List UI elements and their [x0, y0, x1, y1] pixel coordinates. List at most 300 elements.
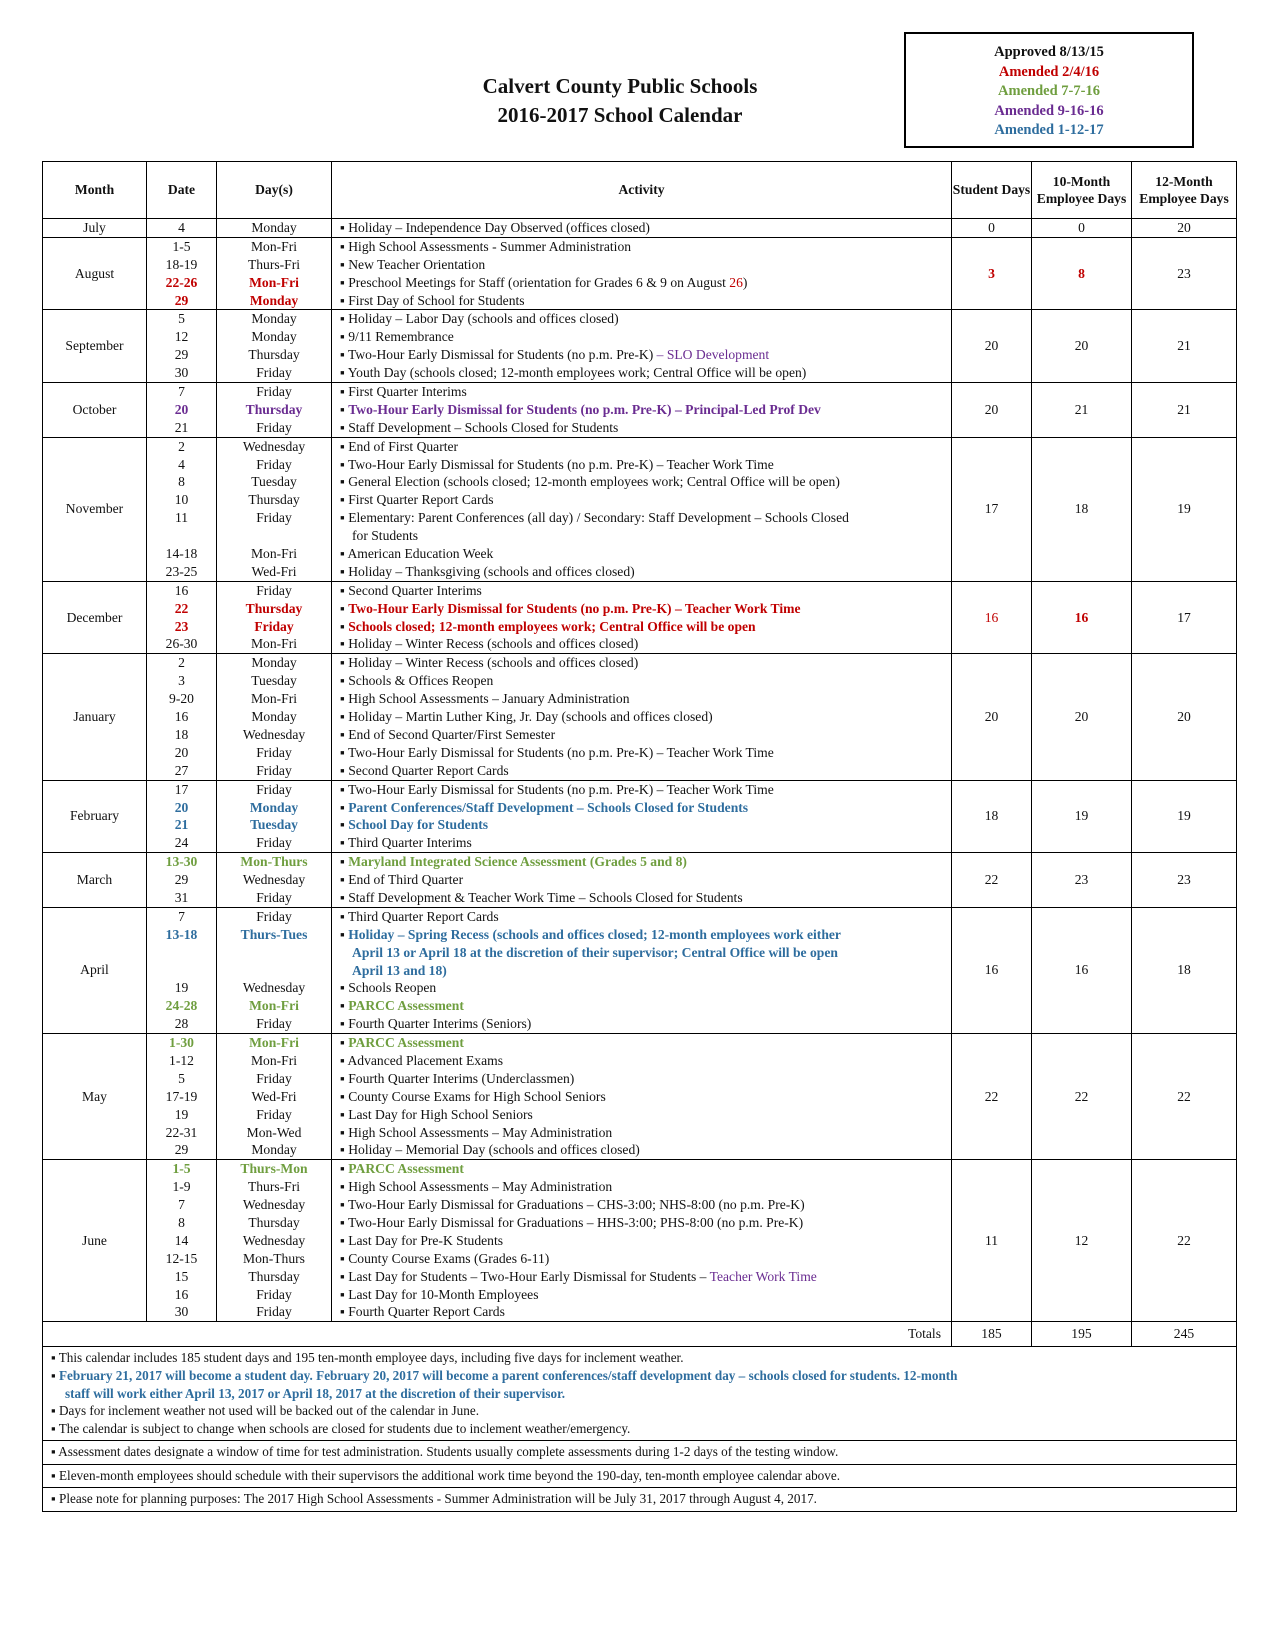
bullet-icon: ▪ — [340, 510, 349, 526]
date-line: 17 — [174, 781, 189, 797]
activity-line — [332, 600, 951, 618]
ten-month-days-cell: 0 — [1032, 219, 1132, 238]
day-line: Friday — [256, 835, 292, 851]
bullet-icon: ▪ — [340, 1304, 349, 1320]
date-line: 27 — [174, 762, 189, 778]
activity-line — [332, 473, 951, 491]
activity-text: Two-Hour Early Dismissal for Graduations – HHS-3:00; PHS-8:00 (no p.m. Pre-K) — [347, 1214, 804, 1230]
bullet-icon: ▪ — [340, 311, 349, 327]
bullet-icon: ▪ — [340, 926, 349, 942]
day-line: Monday — [249, 799, 299, 815]
day-line: Mon-Fri — [249, 274, 299, 290]
month-cell: May — [43, 1034, 147, 1160]
bullet-icon: ▪ — [340, 781, 348, 797]
month-cell: December — [43, 581, 147, 654]
date-line: 1-30 — [169, 1035, 194, 1051]
date-line: 14-18 — [165, 546, 198, 562]
month-row — [43, 383, 1237, 438]
activity-text: Holiday – Winter Recess (schools and offices closed) — [348, 655, 639, 671]
activity-text: Elementary: Parent Conferences (all day) / Secondary: Staff Development – Schools Closed — [348, 510, 849, 526]
activity-text: 9/11 Remembrance — [348, 329, 454, 345]
activity-text: Fourth Quarter Interims (Underclassmen) — [348, 1070, 575, 1086]
twelve-month-days-cell: 22 — [1132, 1034, 1237, 1160]
day-cell — [217, 383, 332, 438]
activity-text: April 13 and 18) — [352, 962, 447, 978]
activity-line — [332, 1141, 951, 1159]
date-line: 4 — [178, 456, 185, 472]
month-cell: March — [43, 853, 147, 908]
date-line: 29 — [174, 292, 189, 308]
bullet-icon: ▪ — [340, 474, 349, 490]
ten-month-days-cell: 18 — [1032, 437, 1132, 581]
activity-line — [332, 962, 951, 980]
ten-month-days-cell: 20 — [1032, 654, 1132, 780]
day-line: Friday — [256, 762, 292, 778]
totals-row — [43, 1322, 1237, 1347]
date-line: 22 — [174, 600, 189, 616]
twelve-month-days-cell: 23 — [1132, 853, 1237, 908]
activity-line — [332, 726, 951, 744]
activity-text: End of First Quarter — [348, 438, 459, 454]
date-line: 7 — [178, 908, 185, 924]
activity-line — [332, 944, 951, 962]
date-line: 1-12 — [169, 1052, 194, 1068]
date-cell — [147, 219, 217, 238]
bullet-icon: ▪ — [340, 1161, 349, 1177]
day-line: Wednesday — [242, 1197, 306, 1213]
month-row — [43, 1034, 1237, 1160]
note-line — [51, 1385, 1230, 1403]
activity-line — [332, 383, 951, 401]
activity-text: Two-Hour Early Dismissal for Students (no p.m. Pre-K) – Teacher Work Time — [347, 456, 774, 472]
activity-text: Teacher Work Time — [709, 1268, 817, 1284]
activity-text: Youth Day (schools closed; 12-month employees work; Central Office will be open) — [347, 365, 807, 381]
date-line: 14 — [174, 1232, 189, 1248]
twelve-month-days-cell: 22 — [1132, 1160, 1237, 1322]
day-line: Monday — [251, 709, 297, 725]
totals-label: Totals — [43, 1322, 952, 1347]
activity-line — [332, 563, 951, 581]
date-line — [147, 944, 216, 962]
date-cell — [147, 780, 217, 853]
bullet-icon: ▪ — [340, 835, 348, 851]
activity-text: American Education Week — [347, 546, 494, 562]
day-line: Thurs-Fri — [247, 1179, 301, 1195]
total-12-month-days: 245 — [1132, 1322, 1237, 1347]
day-line: Wed-Fri — [251, 563, 297, 579]
month-row — [43, 437, 1237, 581]
activity-text: Holiday – Memorial Day (schools and offices closed) — [348, 1142, 640, 1158]
bullet-icon: ▪ — [340, 365, 348, 381]
activity-text: First Day of School for Students — [348, 292, 525, 308]
student-days-cell: 3 — [952, 237, 1032, 310]
activity-text: School Day for Students — [348, 817, 489, 833]
date-cell — [147, 1160, 217, 1322]
activity-text: Holiday – Labor Day (schools and offices closed) — [348, 311, 619, 327]
activity-line — [332, 1052, 951, 1070]
activity-line — [332, 1303, 951, 1321]
activity-cell — [332, 437, 952, 581]
day-line: Wednesday — [242, 726, 306, 742]
day-line: Monday — [251, 655, 297, 671]
activity-text: High School Assessments – January Administration — [348, 691, 630, 707]
student-days-cell: 20 — [952, 383, 1032, 438]
date-cell — [147, 907, 217, 1033]
note-cell — [43, 1347, 1237, 1441]
date-line: 22-26 — [165, 274, 198, 290]
bullet-icon: ▪ — [340, 1179, 349, 1195]
bullet-icon: ▪ — [340, 1250, 349, 1266]
bullet-icon: ▪ — [340, 384, 349, 400]
day-line: Friday — [256, 1286, 292, 1302]
date-line: 5 — [178, 311, 185, 327]
day-line: Friday — [256, 419, 292, 435]
student-days-cell: 18 — [952, 780, 1032, 853]
day-line: Friday — [256, 1304, 292, 1320]
date-line: 1-5 — [172, 1161, 191, 1177]
note-row — [43, 1441, 1237, 1465]
bullet-icon: ▪ — [51, 1467, 59, 1483]
activity-line — [332, 1015, 951, 1033]
note-text: Please note for planning purposes: The 2017 High School Assessments - Summer Administration will be July 31, 2017 through August 4, 2017. — [58, 1491, 817, 1507]
bullet-icon: ▪ — [340, 563, 349, 579]
activity-text: County Course Exams for High School Seniors — [348, 1088, 606, 1104]
bullet-icon: ▪ — [51, 1444, 59, 1460]
activity-text: PARCC Assessment — [348, 998, 464, 1014]
day-cell — [217, 1034, 332, 1160]
bullet-icon: ▪ — [340, 817, 349, 833]
bullet-icon: ▪ — [340, 908, 348, 924]
activity-text: Staff Development & Teacher Work Time – Schools Closed for Students — [348, 889, 743, 905]
activity-line — [332, 908, 951, 926]
activity-text: High School Assessments – May Administration — [348, 1124, 613, 1140]
activity-cell — [332, 237, 952, 310]
activity-text: First Quarter Interims — [348, 384, 467, 400]
ten-month-days-cell: 23 — [1032, 853, 1132, 908]
day-line: Thursday — [248, 492, 300, 508]
activity-line — [332, 816, 951, 834]
note-line — [51, 1490, 1230, 1508]
day-line: Mon-Fri — [249, 998, 299, 1014]
date-cell — [147, 237, 217, 310]
date-line: 20 — [174, 401, 189, 417]
activity-text: for Students — [352, 528, 419, 544]
day-line: Wed-Fri — [251, 1088, 297, 1104]
note-text: Days for inclement weather not used will be backed out of the calendar in June. — [58, 1403, 480, 1419]
activity-line — [332, 781, 951, 799]
activity-cell — [332, 780, 952, 853]
date-line — [147, 527, 216, 545]
day-line: Mon-Fri — [250, 546, 298, 562]
note-row — [43, 1464, 1237, 1488]
activity-line — [332, 509, 951, 527]
bullet-icon: ▪ — [340, 799, 349, 815]
status-line: Amended 7-7-16 — [998, 83, 1100, 99]
column-header-student-days: Student Days — [952, 162, 1032, 219]
activity-line — [332, 708, 951, 726]
calendar-table — [42, 161, 1237, 1512]
date-line: 18 — [174, 726, 189, 742]
day-line: Friday — [256, 889, 292, 905]
ten-month-days-cell: 22 — [1032, 1034, 1132, 1160]
day-line: Thurs-Tues — [240, 926, 308, 942]
month-row — [43, 1160, 1237, 1322]
day-cell — [217, 907, 332, 1033]
activity-line — [332, 328, 951, 346]
twelve-month-days-cell: 20 — [1132, 654, 1237, 780]
month-row — [43, 581, 1237, 654]
bullet-icon: ▪ — [340, 1197, 348, 1213]
activity-line — [332, 1250, 951, 1268]
activity-line — [332, 456, 951, 474]
day-line: Monday — [251, 311, 297, 327]
date-line: 8 — [178, 1214, 185, 1230]
day-line: Mon-Fri — [250, 1052, 298, 1068]
bullet-icon: ▪ — [340, 1142, 349, 1158]
activity-text: Advanced Placement Exams — [347, 1052, 503, 1068]
date-line: 13-18 — [165, 926, 198, 942]
bullet-icon: ▪ — [340, 1214, 348, 1230]
activity-cell — [332, 219, 952, 238]
activity-line — [332, 256, 951, 274]
bullet-icon: ▪ — [340, 691, 349, 707]
bullet-icon: ▪ — [340, 1088, 349, 1104]
activity-line — [332, 654, 951, 672]
date-line: 3 — [178, 673, 185, 689]
activity-text: Schools & Offices Reopen — [348, 673, 494, 689]
day-line: Wednesday — [242, 872, 306, 888]
title-line-1: Calvert County Public Schools — [482, 74, 758, 98]
twelve-month-days-cell: 20 — [1132, 219, 1237, 238]
activity-line — [332, 527, 951, 545]
day-cell — [217, 581, 332, 654]
date-line: 31 — [174, 889, 189, 905]
activity-line — [332, 1088, 951, 1106]
activity-line — [332, 672, 951, 690]
activity-line — [332, 219, 951, 237]
bullet-icon: ▪ — [340, 998, 349, 1014]
bullet-icon: ▪ — [340, 1070, 349, 1086]
note-text: staff will work either April 13, 2017 or April 18, 2017 at the discretion of their supervisor. — [65, 1385, 566, 1401]
bullet-icon: ▪ — [340, 256, 349, 272]
ten-month-days-cell: 16 — [1032, 907, 1132, 1033]
activity-cell — [332, 907, 952, 1033]
student-days-cell: 22 — [952, 1034, 1032, 1160]
activity-line — [332, 419, 951, 437]
note-text: This calendar includes 185 student days and 195 ten-month employee days, including five days for inclement weather. — [58, 1350, 684, 1366]
activity-line — [332, 1160, 951, 1178]
date-line: 4 — [178, 220, 185, 235]
day-cell — [217, 1160, 332, 1322]
date-line: 26-30 — [165, 636, 198, 652]
day-line: Friday — [256, 384, 292, 400]
activity-text: Two-Hour Early Dismissal for Students (no p.m. Pre-K) – Principal-Led Prof Dev — [348, 401, 821, 417]
month-cell: September — [43, 310, 147, 383]
approval-status-box — [904, 32, 1194, 148]
day-line: Monday — [249, 292, 299, 308]
day-line — [217, 944, 331, 962]
bullet-icon: ▪ — [340, 872, 349, 888]
day-line: Tuesday — [251, 474, 297, 490]
activity-line — [332, 618, 951, 636]
day-cell — [217, 219, 332, 238]
activity-line — [332, 1178, 951, 1196]
total-student-days: 185 — [952, 1322, 1032, 1347]
day-line — [217, 962, 331, 980]
date-line: 30 — [174, 1304, 189, 1320]
student-days-cell: 20 — [952, 310, 1032, 383]
note-row — [43, 1347, 1237, 1441]
date-cell — [147, 654, 217, 780]
bullet-icon: ▪ — [340, 238, 349, 254]
date-cell — [147, 437, 217, 581]
activity-text: Last Day for High School Seniors — [348, 1106, 533, 1122]
month-cell: October — [43, 383, 147, 438]
bullet-icon: ▪ — [340, 419, 349, 435]
bullet-icon: ▪ — [340, 600, 349, 616]
bullet-icon: ▪ — [340, 655, 349, 671]
activity-text: PARCC Assessment — [348, 1161, 464, 1177]
activity-line — [332, 834, 951, 852]
day-line: Mon-Fri — [250, 691, 298, 707]
student-days-cell: 16 — [952, 581, 1032, 654]
activity-line — [332, 1034, 951, 1052]
activity-cell — [332, 1160, 952, 1322]
ten-month-days-cell: 8 — [1032, 237, 1132, 310]
activity-cell — [332, 383, 952, 438]
activity-line — [332, 1196, 951, 1214]
bullet-icon: ▪ — [51, 1403, 59, 1419]
bullet-icon: ▪ — [340, 401, 349, 417]
ten-month-days-cell: 16 — [1032, 581, 1132, 654]
date-line: 7 — [178, 384, 185, 400]
activity-line — [332, 346, 951, 364]
page-title — [420, 72, 820, 130]
month-cell: April — [43, 907, 147, 1033]
column-header-month: Month — [43, 162, 147, 219]
date-line: 2 — [178, 655, 185, 671]
date-line: 11 — [174, 510, 189, 526]
student-days-cell: 16 — [952, 907, 1032, 1033]
activity-line — [332, 292, 951, 310]
column-header-activity: Activity — [332, 162, 952, 219]
month-row — [43, 310, 1237, 383]
activity-line — [332, 871, 951, 889]
student-days-cell: 22 — [952, 853, 1032, 908]
bullet-icon: ▪ — [340, 292, 349, 308]
activity-line — [332, 1106, 951, 1124]
day-line: Mon-Thurs — [240, 854, 308, 870]
day-line: Friday — [256, 1106, 292, 1122]
activity-text: 26 — [729, 274, 743, 290]
activity-text: Holiday – Winter Recess (schools and offices closed) — [348, 636, 639, 652]
bullet-icon: ▪ — [340, 1232, 349, 1248]
column-header-date: Date — [147, 162, 217, 219]
activity-line — [332, 1070, 951, 1088]
month-cell: January — [43, 654, 147, 780]
date-line: 9-20 — [169, 691, 194, 707]
bullet-icon: ▪ — [340, 744, 348, 760]
activity-line — [332, 889, 951, 907]
day-line: Mon-Fri — [250, 636, 298, 652]
day-line: Thurs-Mon — [240, 1161, 308, 1177]
note-text: Assessment dates designate a window of time for test administration. Students usually complete assessments during 1-2 days of the testing window. — [58, 1444, 839, 1460]
date-line: 19 — [174, 980, 189, 996]
month-row — [43, 780, 1237, 853]
date-line: 16 — [174, 709, 189, 725]
column-header-days: Day(s) — [217, 162, 332, 219]
date-line: 1-9 — [172, 1179, 191, 1195]
day-line: Wednesday — [242, 980, 306, 996]
date-line: 28 — [174, 1016, 189, 1032]
date-line: 10 — [174, 492, 189, 508]
ten-month-days-cell: 12 — [1032, 1160, 1132, 1322]
status-line: Amended 1-12-17 — [994, 122, 1104, 138]
day-line: Thursday — [248, 347, 300, 363]
bullet-icon: ▪ — [340, 1106, 349, 1122]
activity-text: Two-Hour Early Dismissal for Students (no p.m. Pre-K) — [347, 347, 657, 363]
date-line: 24 — [174, 835, 189, 851]
date-line — [147, 962, 216, 980]
day-line: Monday — [251, 1142, 297, 1158]
activity-line — [332, 1214, 951, 1232]
bullet-icon: ▪ — [340, 329, 349, 345]
activity-text: ) — [742, 274, 748, 290]
bullet-icon: ▪ — [340, 726, 349, 742]
day-line: Monday — [251, 329, 297, 345]
activity-line — [332, 491, 951, 509]
day-line: Mon-Fri — [250, 238, 298, 254]
bullet-icon: ▪ — [340, 1268, 349, 1284]
day-line: Thursday — [245, 401, 303, 417]
activity-line — [332, 762, 951, 780]
activity-text: Two-Hour Early Dismissal for Students (no p.m. Pre-K) – Teacher Work Time — [347, 781, 774, 797]
day-line — [217, 527, 331, 545]
day-line: Thursday — [248, 1214, 300, 1230]
date-line: 15 — [174, 1268, 189, 1284]
date-line: 23 — [174, 618, 189, 634]
month-cell: June — [43, 1160, 147, 1322]
note-line — [51, 1367, 1230, 1385]
activity-text: Last Day for 10-Month Employees — [348, 1286, 539, 1302]
date-line: 16 — [174, 582, 189, 598]
column-header-12-month-days: 12-Month Employee Days — [1132, 162, 1237, 219]
activity-cell — [332, 581, 952, 654]
note-text: Eleven-month employees should schedule with their supervisors the additional work time beyond the 190-day, ten-month employee calendar above. — [58, 1467, 841, 1483]
activity-text: April 13 or April 18 at the discretion of their supervisor; Central Office will be open — [352, 944, 838, 960]
twelve-month-days-cell: 21 — [1132, 310, 1237, 383]
activity-text: End of Second Quarter/First Semester — [348, 726, 556, 742]
twelve-month-days-cell: 19 — [1132, 437, 1237, 581]
date-line: 19 — [174, 1106, 189, 1122]
day-line: Friday — [256, 781, 292, 797]
student-days-cell: 0 — [952, 219, 1032, 238]
note-line — [51, 1467, 1230, 1485]
bullet-icon: ▪ — [340, 456, 348, 472]
activity-line — [332, 1286, 951, 1304]
day-line: Thurs-Fri — [247, 256, 301, 272]
activity-line — [332, 438, 951, 456]
date-line: 5 — [178, 1070, 185, 1086]
day-line: Tuesday — [250, 817, 298, 833]
activity-line — [332, 979, 951, 997]
date-line: 22-31 — [165, 1124, 198, 1140]
activity-line — [332, 744, 951, 762]
bullet-icon: ▪ — [340, 673, 349, 689]
activity-text: Holiday – Independence Day Observed (offices closed) — [348, 220, 650, 235]
bullet-icon: ▪ — [51, 1491, 59, 1507]
bullet-icon: ▪ — [340, 709, 349, 725]
